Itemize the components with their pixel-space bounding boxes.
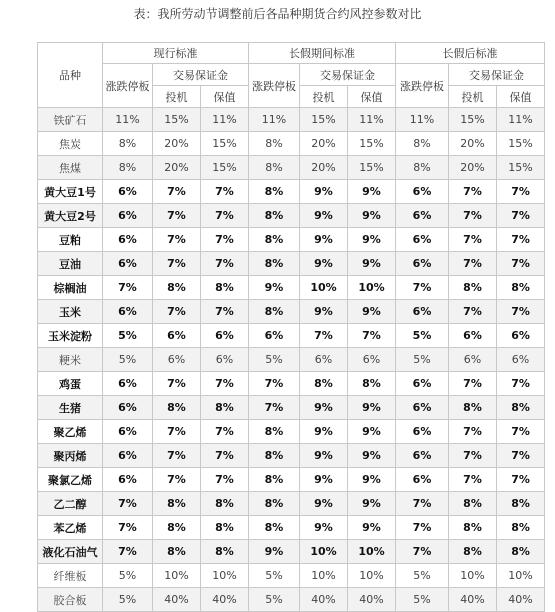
- table-row: [38, 444, 545, 468]
- value-cell: 9%: [348, 180, 396, 204]
- value-cell: 20%: [153, 156, 201, 180]
- value-cell: 8%: [249, 420, 300, 444]
- variety-name-cell: 纤维板: [38, 564, 103, 588]
- value-cell: 8%: [396, 132, 449, 156]
- value-cell: 7%: [201, 252, 249, 276]
- value-cell: 7%: [153, 420, 201, 444]
- value-cell: 7%: [201, 180, 249, 204]
- value-cell: 7%: [449, 372, 497, 396]
- value-cell: 8%: [249, 132, 300, 156]
- value-cell: 7%: [153, 468, 201, 492]
- value-cell: 6%: [249, 324, 300, 348]
- variety-name-cell: 焦煤: [38, 156, 103, 180]
- value-cell: 10%: [348, 540, 396, 564]
- value-cell: 10%: [300, 540, 348, 564]
- value-cell: 6%: [201, 348, 249, 372]
- value-cell: 6%: [103, 468, 153, 492]
- value-cell: 9%: [348, 204, 396, 228]
- value-cell: 7%: [201, 300, 249, 324]
- value-cell: 8%: [348, 372, 396, 396]
- value-cell: 7%: [396, 276, 449, 300]
- table-row: [38, 564, 545, 588]
- value-cell: 40%: [201, 588, 249, 612]
- variety-name-cell: 乙二醇: [38, 492, 103, 516]
- table-row: [38, 204, 545, 228]
- value-cell: 11%: [348, 108, 396, 132]
- value-cell: 8%: [497, 396, 545, 420]
- table-row: [38, 132, 545, 156]
- value-cell: 9%: [348, 468, 396, 492]
- value-cell: 8%: [201, 276, 249, 300]
- value-cell: 9%: [300, 300, 348, 324]
- header-hedge-current: 保值: [201, 86, 249, 108]
- value-cell: 5%: [396, 324, 449, 348]
- value-cell: 9%: [300, 492, 348, 516]
- value-cell: 7%: [249, 396, 300, 420]
- value-cell: 6%: [396, 252, 449, 276]
- value-cell: 7%: [497, 180, 545, 204]
- value-cell: 6%: [153, 348, 201, 372]
- value-cell: 8%: [396, 156, 449, 180]
- value-cell: 7%: [497, 468, 545, 492]
- value-cell: 5%: [396, 348, 449, 372]
- value-cell: 7%: [201, 468, 249, 492]
- header-spec-current: 投机: [153, 86, 201, 108]
- value-cell: 9%: [249, 276, 300, 300]
- value-cell: 6%: [103, 420, 153, 444]
- value-cell: 8%: [249, 300, 300, 324]
- variety-name-cell: 聚丙烯: [38, 444, 103, 468]
- table-row: [38, 300, 545, 324]
- value-cell: 7%: [153, 300, 201, 324]
- value-cell: 7%: [153, 228, 201, 252]
- value-cell: 8%: [249, 204, 300, 228]
- value-cell: 6%: [103, 252, 153, 276]
- value-cell: 5%: [103, 564, 153, 588]
- header-group-holiday: 长假期间标准: [249, 43, 396, 64]
- value-cell: 8%: [249, 252, 300, 276]
- table-row: [38, 324, 545, 348]
- table-row: [38, 468, 545, 492]
- value-cell: 5%: [249, 348, 300, 372]
- value-cell: 7%: [396, 492, 449, 516]
- value-cell: 6%: [497, 348, 545, 372]
- table-row: [38, 348, 545, 372]
- value-cell: 6%: [396, 396, 449, 420]
- header-limit-after: 涨跌停板: [396, 64, 449, 108]
- value-cell: 9%: [348, 396, 396, 420]
- value-cell: 8%: [153, 516, 201, 540]
- value-cell: 8%: [497, 540, 545, 564]
- table-row: [38, 420, 545, 444]
- value-cell: 7%: [449, 300, 497, 324]
- value-cell: 6%: [348, 348, 396, 372]
- value-cell: 7%: [249, 372, 300, 396]
- variety-name-cell: 焦炭: [38, 132, 103, 156]
- value-cell: 8%: [201, 492, 249, 516]
- value-cell: 6%: [103, 444, 153, 468]
- variety-name-cell: 苯乙烯: [38, 516, 103, 540]
- value-cell: 15%: [153, 108, 201, 132]
- value-cell: 9%: [300, 396, 348, 420]
- value-cell: 8%: [249, 228, 300, 252]
- value-cell: 8%: [300, 372, 348, 396]
- table-row: [38, 540, 545, 564]
- value-cell: 7%: [497, 372, 545, 396]
- value-cell: 6%: [201, 324, 249, 348]
- value-cell: 7%: [153, 372, 201, 396]
- header-limit-current: 涨跌停板: [103, 64, 153, 108]
- value-cell: 8%: [103, 132, 153, 156]
- value-cell: 7%: [348, 324, 396, 348]
- variety-name-cell: 棕榈油: [38, 276, 103, 300]
- value-cell: 8%: [249, 468, 300, 492]
- value-cell: 7%: [497, 300, 545, 324]
- value-cell: 6%: [103, 228, 153, 252]
- value-cell: 9%: [348, 228, 396, 252]
- value-cell: 9%: [300, 252, 348, 276]
- value-cell: 6%: [396, 420, 449, 444]
- value-cell: 8%: [201, 516, 249, 540]
- value-cell: 11%: [103, 108, 153, 132]
- value-cell: 5%: [249, 588, 300, 612]
- variety-name-cell: 玉米: [38, 300, 103, 324]
- value-cell: 15%: [348, 132, 396, 156]
- value-cell: 20%: [300, 132, 348, 156]
- value-cell: 11%: [249, 108, 300, 132]
- value-cell: 6%: [103, 372, 153, 396]
- value-cell: 7%: [201, 444, 249, 468]
- value-cell: 15%: [201, 132, 249, 156]
- value-cell: 15%: [201, 156, 249, 180]
- value-cell: 8%: [497, 276, 545, 300]
- value-cell: 6%: [449, 348, 497, 372]
- value-cell: 7%: [201, 228, 249, 252]
- value-cell: 7%: [201, 372, 249, 396]
- variety-name-cell: 豆粕: [38, 228, 103, 252]
- variety-name-cell: 黄大豆1号: [38, 180, 103, 204]
- value-cell: 40%: [449, 588, 497, 612]
- value-cell: 6%: [103, 300, 153, 324]
- value-cell: 10%: [300, 564, 348, 588]
- value-cell: 10%: [348, 276, 396, 300]
- value-cell: 7%: [449, 468, 497, 492]
- table-row: [38, 108, 545, 132]
- value-cell: 10%: [449, 564, 497, 588]
- value-cell: 9%: [300, 516, 348, 540]
- risk-parameter-table: [37, 42, 545, 612]
- value-cell: 8%: [249, 444, 300, 468]
- value-cell: 7%: [449, 444, 497, 468]
- value-cell: 6%: [396, 468, 449, 492]
- value-cell: 7%: [103, 276, 153, 300]
- table-row: [38, 396, 545, 420]
- value-cell: 10%: [153, 564, 201, 588]
- value-cell: 7%: [396, 540, 449, 564]
- value-cell: 15%: [449, 108, 497, 132]
- value-cell: 8%: [497, 492, 545, 516]
- value-cell: 8%: [249, 156, 300, 180]
- value-cell: 40%: [153, 588, 201, 612]
- value-cell: 7%: [449, 228, 497, 252]
- value-cell: 9%: [348, 444, 396, 468]
- value-cell: 8%: [201, 540, 249, 564]
- header-hedge-holiday: 保值: [348, 86, 396, 108]
- table-row: [38, 156, 545, 180]
- value-cell: 9%: [300, 180, 348, 204]
- value-cell: 7%: [153, 180, 201, 204]
- value-cell: 7%: [103, 516, 153, 540]
- header-margin-current: 交易保证金: [153, 64, 249, 86]
- value-cell: 8%: [153, 396, 201, 420]
- variety-name-cell: 黄大豆2号: [38, 204, 103, 228]
- value-cell: 20%: [449, 132, 497, 156]
- value-cell: 7%: [396, 516, 449, 540]
- value-cell: 6%: [153, 324, 201, 348]
- value-cell: 7%: [497, 204, 545, 228]
- value-cell: 6%: [449, 324, 497, 348]
- value-cell: 7%: [497, 444, 545, 468]
- value-cell: 10%: [201, 564, 249, 588]
- table-row: [38, 180, 545, 204]
- value-cell: 7%: [103, 492, 153, 516]
- table-body: [38, 108, 545, 612]
- variety-name-cell: 铁矿石: [38, 108, 103, 132]
- table-row: [38, 588, 545, 612]
- variety-name-cell: 粳米: [38, 348, 103, 372]
- variety-name-cell: 聚氯乙烯: [38, 468, 103, 492]
- value-cell: 9%: [348, 492, 396, 516]
- value-cell: 7%: [153, 252, 201, 276]
- value-cell: 5%: [103, 348, 153, 372]
- value-cell: 7%: [497, 228, 545, 252]
- value-cell: 5%: [103, 324, 153, 348]
- value-cell: 15%: [348, 156, 396, 180]
- value-cell: 8%: [249, 516, 300, 540]
- value-cell: 10%: [497, 564, 545, 588]
- value-cell: 6%: [396, 228, 449, 252]
- value-cell: 6%: [396, 372, 449, 396]
- value-cell: 7%: [449, 252, 497, 276]
- value-cell: 7%: [449, 420, 497, 444]
- header-margin-after: 交易保证金: [449, 64, 545, 86]
- value-cell: 8%: [497, 516, 545, 540]
- value-cell: 10%: [348, 564, 396, 588]
- value-cell: 8%: [153, 492, 201, 516]
- value-cell: 5%: [103, 588, 153, 612]
- value-cell: 5%: [396, 588, 449, 612]
- value-cell: 9%: [249, 540, 300, 564]
- variety-name-cell: 胶合板: [38, 588, 103, 612]
- table-row: [38, 372, 545, 396]
- value-cell: 15%: [497, 156, 545, 180]
- header-spec-after: 投机: [449, 86, 497, 108]
- variety-name-cell: 鸡蛋: [38, 372, 103, 396]
- value-cell: 8%: [449, 276, 497, 300]
- value-cell: 8%: [103, 156, 153, 180]
- value-cell: 8%: [249, 180, 300, 204]
- value-cell: 8%: [449, 540, 497, 564]
- table-row: [38, 228, 545, 252]
- value-cell: 5%: [396, 564, 449, 588]
- value-cell: 11%: [396, 108, 449, 132]
- value-cell: 9%: [348, 516, 396, 540]
- value-cell: 8%: [249, 492, 300, 516]
- value-cell: 7%: [153, 444, 201, 468]
- value-cell: 9%: [300, 444, 348, 468]
- variety-name-cell: 玉米淀粉: [38, 324, 103, 348]
- value-cell: 6%: [396, 444, 449, 468]
- value-cell: 8%: [449, 516, 497, 540]
- table-title: 表：我所劳动节调整前后各品种期货合约风控参数对比: [133, 7, 422, 21]
- variety-name-cell: 生猪: [38, 396, 103, 420]
- header-margin-holiday: 交易保证金: [300, 64, 396, 86]
- value-cell: 10%: [300, 276, 348, 300]
- value-cell: 7%: [103, 540, 153, 564]
- value-cell: 9%: [348, 300, 396, 324]
- value-cell: 7%: [201, 204, 249, 228]
- value-cell: 20%: [153, 132, 201, 156]
- value-cell: 9%: [300, 468, 348, 492]
- value-cell: 7%: [497, 420, 545, 444]
- value-cell: 40%: [348, 588, 396, 612]
- variety-name-cell: 豆油: [38, 252, 103, 276]
- value-cell: 6%: [497, 324, 545, 348]
- value-cell: 7%: [449, 204, 497, 228]
- value-cell: 9%: [300, 228, 348, 252]
- value-cell: 6%: [103, 204, 153, 228]
- value-cell: 9%: [300, 420, 348, 444]
- value-cell: 15%: [300, 108, 348, 132]
- value-cell: 7%: [300, 324, 348, 348]
- value-cell: 7%: [153, 204, 201, 228]
- value-cell: 9%: [348, 420, 396, 444]
- value-cell: 6%: [396, 204, 449, 228]
- table-row: [38, 516, 545, 540]
- value-cell: 6%: [103, 396, 153, 420]
- table-row: [38, 276, 545, 300]
- value-cell: 8%: [449, 492, 497, 516]
- value-cell: 8%: [153, 276, 201, 300]
- header-limit-holiday: 涨跌停板: [249, 64, 300, 108]
- header-group-current: 现行标准: [103, 43, 249, 64]
- value-cell: 8%: [449, 396, 497, 420]
- value-cell: 6%: [396, 300, 449, 324]
- value-cell: 7%: [201, 420, 249, 444]
- value-cell: 40%: [497, 588, 545, 612]
- value-cell: 20%: [300, 156, 348, 180]
- header-spec-holiday: 投机: [300, 86, 348, 108]
- value-cell: 8%: [201, 396, 249, 420]
- header-hedge-after: 保值: [497, 86, 545, 108]
- value-cell: 5%: [249, 564, 300, 588]
- value-cell: 7%: [449, 180, 497, 204]
- variety-name-cell: 液化石油气: [38, 540, 103, 564]
- header-variety: 品种: [38, 43, 103, 108]
- value-cell: 11%: [201, 108, 249, 132]
- header-group-after: 长假后标准: [396, 43, 545, 64]
- value-cell: 11%: [497, 108, 545, 132]
- table-row: [38, 252, 545, 276]
- value-cell: 9%: [300, 204, 348, 228]
- value-cell: 8%: [153, 540, 201, 564]
- table-row: [38, 492, 545, 516]
- value-cell: 6%: [103, 180, 153, 204]
- variety-name-cell: 聚乙烯: [38, 420, 103, 444]
- value-cell: 9%: [348, 252, 396, 276]
- value-cell: 6%: [396, 180, 449, 204]
- value-cell: 40%: [300, 588, 348, 612]
- value-cell: 15%: [497, 132, 545, 156]
- value-cell: 20%: [449, 156, 497, 180]
- value-cell: 6%: [300, 348, 348, 372]
- value-cell: 7%: [497, 252, 545, 276]
